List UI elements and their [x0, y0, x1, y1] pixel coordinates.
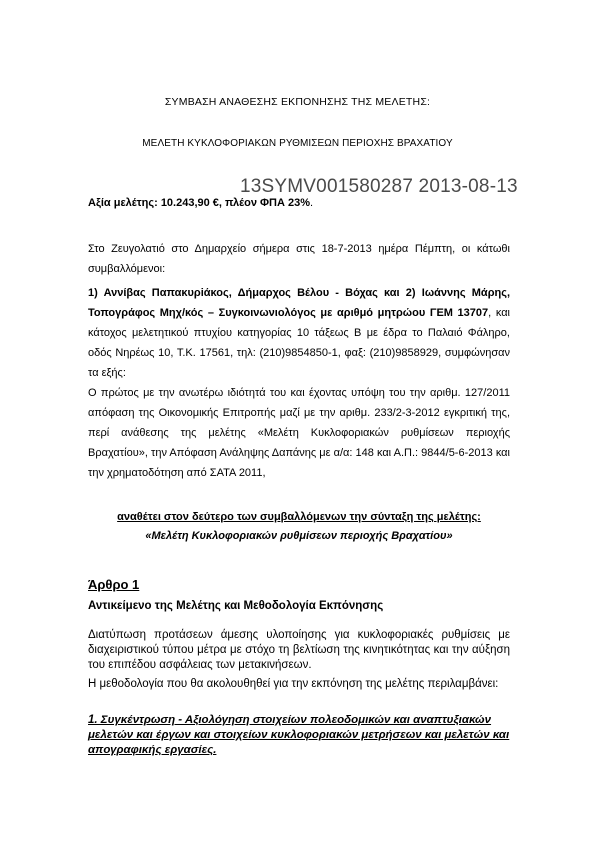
study-value	[88, 197, 313, 209]
assignment-line: αναθέτει στον δεύτερο των συμβαλλόμενων την σύνταξη της μελέτης:	[117, 511, 481, 523]
article-1-paragraph-2: Η μεθοδολογία που θα ακολουθηθεί για την εκπόνηση της μελέτης περιλαμβάνει:	[88, 678, 499, 690]
article-1-paragraph-1: Διατύπωση προτάσεων άμεσης υλοποίησης για κυκλοφοριακές ρυθμίσεις με διαχειριστικού τύπου μέτρα με στόχο τη βελτίωση της κινητικότητας και την αύξηση του επιπέδου ασφάλειας των μετακινήσεων.	[88, 629, 510, 671]
intro-section	[88, 239, 510, 483]
parties-bold: 1) Αννίβας Παπακυρiάκος, Δήμαρχος Βέλου - Βόχας και 2) Ιωάννης Μάρης, Τοπογράφος Μηχ/κός – Συγκοινωνιολόγος με αριθμό μητρώου ΓΕΜ 13707	[88, 287, 510, 319]
study-value-label: Αξία μελέτης: 10.243,90 €, πλέον ΦΠΑ 23%	[88, 197, 311, 209]
document-title: ΣΥΜΒΑΣΗ ΑΝΑΘΕΣΗΣ ΕΚΠΟΝΗΣΗΣ ΤΗΣ ΜΕΛΕΤΗΣ:	[164, 96, 431, 108]
ada-code-stamp: 13SYMV001580287 2013-08-13	[240, 176, 518, 197]
intro-paragraph: Στο Ζευγολατιό στο Δημαρχείο σήμερα στις 18-7-2013 ημέρα Πέμπτη, οι κάτωθι συμβαλλόμενοι:	[88, 243, 510, 275]
article-1-subheading: Αντικείμενο της Μελέτης και Μεθοδολογία Εκπόνησης	[88, 600, 384, 612]
parties-paragraph	[88, 283, 510, 383]
first-party-paragraph: Ο πρώτος με την ανωτέρω ιδιότητά του και έχοντας υπόψη του την αριθμ. 127/2011 απόφαση της Οικονομικής Επιτροπής μαζί με την αριθμ. 233/2-3-2012 εγκριτική της, περί ανάθεσης της μελέτης «Μελέτη Κυκλοφοριακών ρυθμίσεων περιοχής Βραχατίου», την Απόφαση Ανάληψης Δαπάνης με α/α: 148 και Α.Π.: 9844/5-6-2013 και την χρηματοδότηση από ΣΑΤΑ 2011,	[88, 387, 510, 479]
article-1-heading: Άρθρο 1	[88, 577, 140, 592]
parties-details: , και κάτοχος μελετητικού πτυχίου κατηγορίας 10 τάξεως Β με έδρα το Παλαιό Φάληρο, οδός Νηρέως 10, Τ.Κ. 17561, τηλ: (210)9854850-1, φαξ: (210)9858929, συμφώνησαν τα εξής:	[88, 307, 510, 379]
article-1-body	[88, 628, 510, 692]
study-value-suffix: .	[310, 197, 314, 209]
assignment-block	[88, 508, 510, 546]
assignment-study-name: «Μελέτη Κυκλοφοριακών ρυθμίσεων περιοχής Βραχατίου»	[145, 530, 453, 542]
study-title: ΜΕΛΕΤΗ ΚΥΚΛΟΦΟΡΙΑΚΩΝ ΡΥΘΜΙΣΕΩΝ ΠΕΡΙΟΧΗΣ ΒΡΑΧΑΤΙΟΥ	[142, 138, 453, 149]
methodology-item-1: 1. Συγκέντρωση - Αξιολόγηση στοιχείων πολεοδομικών και αναπτυξιακών μελετών και έργων και στοιχείων κυκλοφοριακών μετρήσεων και μελετών και απογραφικής εργασίες.	[88, 714, 510, 756]
